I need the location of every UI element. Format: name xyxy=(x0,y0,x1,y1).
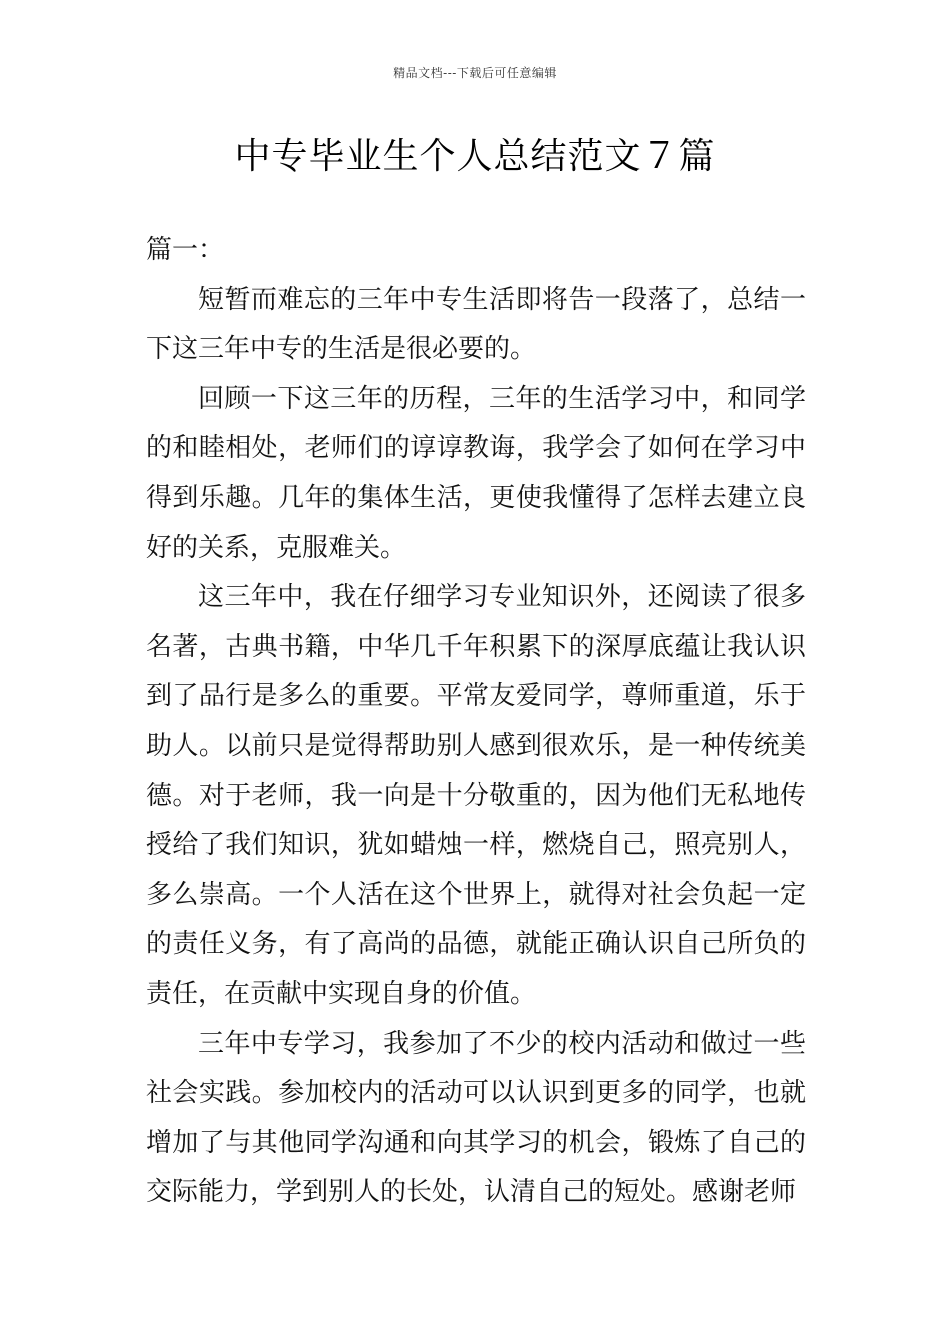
paragraph: 三年中专学习，我参加了不少的校内活动和做过一些社会实践。参加校内的活动可以认识到更多的同学，也就增加了与其他同学沟通和向其学习的机会，锻炼了自己的交际能力，学到别人的长处，认清自己的短处。感谢老师 xyxy=(146,1028,806,1208)
paragraph: 短暂而难忘的三年中专生活即将告一段落了，总结一下这三年中专的生活是很必要的。 xyxy=(146,284,806,365)
document-body xyxy=(146,226,806,1218)
page-header: 精品文档---下载后可任意编辑 xyxy=(393,66,557,80)
paragraph: 这三年中，我在仔细学习专业知识外，还阅读了很多名著，古典书籍，中华几千年积累下的深厚底蕴让我认识到了品行是多么的重要。平常友爱同学，尊师重道，乐于助人。以前只是觉得帮助别人感到很欢乐，是一种传统美德。对于老师，我一向是十分敬重的，因为他们无私地传授给了我们知识，犹如蜡烛一样，燃烧自己，照亮别人，多么崇高。一个人活在这个世界上，就得对社会负起一定的责任义务，有了高尚的品德，就能正确认识自己所负的责任，在贡献中实现自身的价值。 xyxy=(146,582,806,1009)
section-label: 篇一： xyxy=(146,235,225,265)
paragraph: 回顾一下这三年的历程，三年的生活学习中，和同学的和睦相处，老师们的谆谆教诲，我学会了如何在学习中得到乐趣。几年的集体生活，更使我懂得了怎样去建立良好的关系，克服难关。 xyxy=(146,383,806,563)
document-title: 中专毕业生个人总结范文７篇 xyxy=(234,136,716,177)
